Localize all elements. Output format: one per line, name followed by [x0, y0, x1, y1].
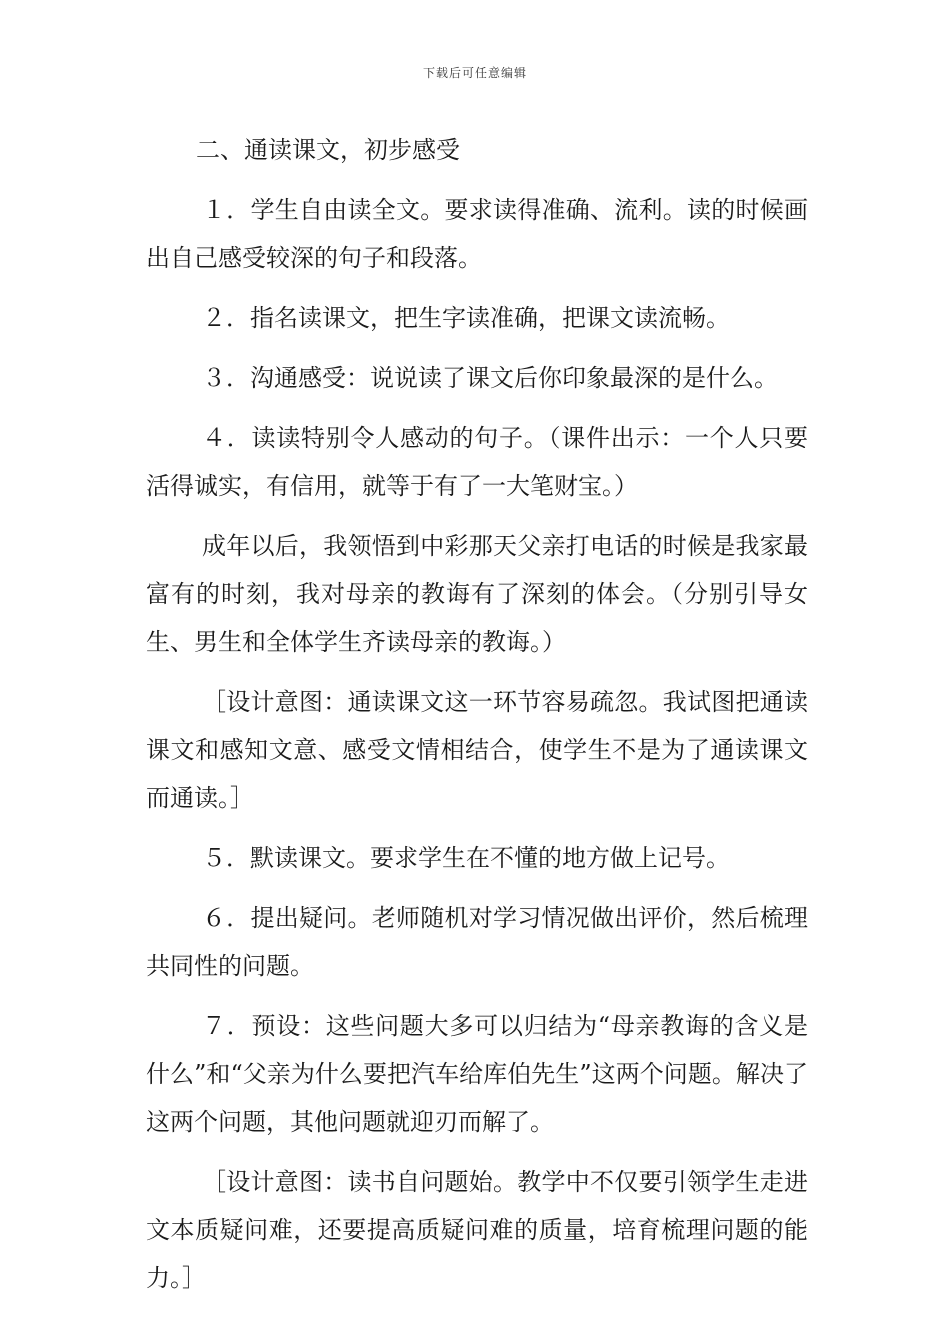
paragraph-step-1: １．学生自由读全文。要求读得准确、流利。读的时候画出自己感受较深的句子和段落。 — [146, 196, 808, 272]
page-header: 下载后可任意编辑 — [422, 66, 527, 80]
paragraph-step-4: ４．读读特别令人感动的句子。（课件出示：一个人只要活得诚实，有信用，就等于有了一大笔财宝。） — [146, 424, 808, 500]
paragraph-step-5: ５．默读课文。要求学生在不懂的地方做上记号。 — [202, 844, 730, 872]
design-intent-note-1: ［设计意图：通读课文这一环节容易疏忽。我试图把通读课文和感知文意、感受文情相结合，使学生不是为了通读课文而通读。］ — [146, 688, 808, 812]
section-heading: 二、通读课文，初步感受 — [196, 136, 460, 164]
paragraph-step-6: ６．提出疑问。老师随机对学习情况做出评价，然后梳理共同性的问题。 — [146, 904, 808, 980]
document-body — [146, 126, 808, 1314]
paragraph-quote: 成年以后，我领悟到中彩那天父亲打电话的时候是我家最富有的时刻，我对母亲的教诲有了深刻的体会。（分别引导女生、男生和全体学生齐读母亲的教诲。） — [146, 532, 808, 656]
paragraph-step-2: ２．指名读课文，把生字读准确，把课文读流畅。 — [202, 304, 730, 332]
paragraph-step-7: ７．预设：这些问题大多可以归结为“母亲教诲的含义是什么”和“父亲为什么要把汽车给库伯先生”这两个问题。解决了这两个问题，其他问题就迎刃而解了。 — [146, 1012, 808, 1136]
design-intent-note-2: ［设计意图：读书自问题始。教学中不仅要引领学生走进文本质疑问难，还要提高质疑问难的质量，培育梳理问题的能力。］ — [146, 1168, 808, 1292]
paragraph-step-3: ３．沟通感受：说说读了课文后你印象最深的是什么。 — [202, 364, 778, 392]
